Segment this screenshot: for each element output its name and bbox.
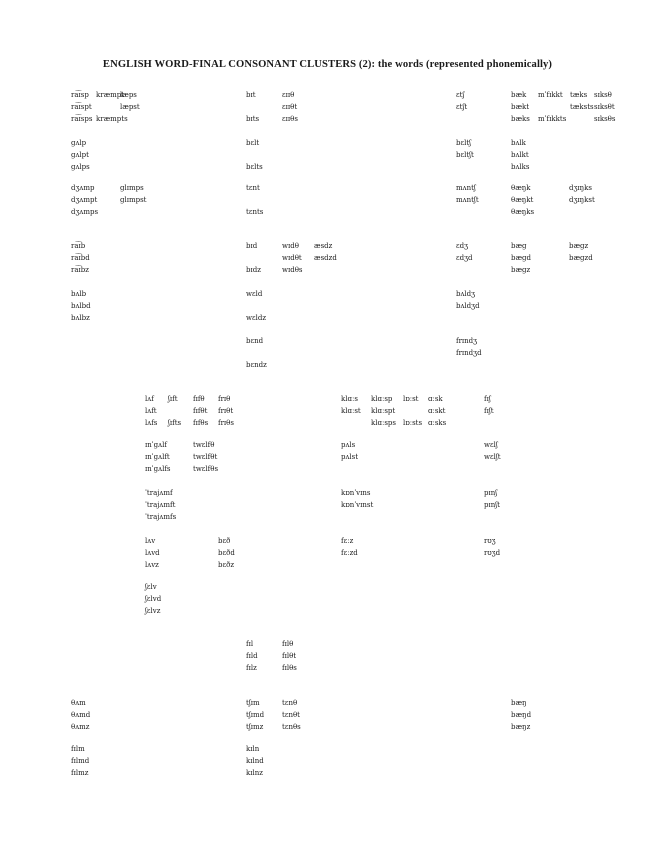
word-entry: rʊʒ <box>484 537 496 545</box>
word-entry: mʌntʃ <box>456 184 476 192</box>
word-entry: kɒnˈvɪnst <box>341 501 374 509</box>
word-entry: gʌlps <box>71 163 90 171</box>
word-entry: θæŋk <box>511 184 531 192</box>
word-entry: ɛɪɪθt <box>282 103 298 111</box>
word-entry: lʌft <box>145 407 157 415</box>
word-entry: frɪθs <box>218 419 234 427</box>
word-entry: θʌmd <box>71 711 91 719</box>
word-entry: klɑːsp <box>371 395 393 403</box>
word-entry: pʌlst <box>341 453 359 461</box>
word-entry: lʌfs <box>145 419 158 427</box>
word-entry: tæksts <box>570 103 594 111</box>
word-entry: dʒʌmps <box>71 208 99 216</box>
word-entry: tʃɪmd <box>246 711 265 719</box>
word-entry: fɪfθ <box>193 395 205 403</box>
word-entry: kræmpt <box>96 91 125 99</box>
word-entry: ɑːsks <box>428 419 447 427</box>
word-entry: glɪmpst <box>120 196 147 204</box>
word-entry: fɛːzd <box>341 549 358 557</box>
word-entry: klɑːsps <box>371 419 396 427</box>
word-entry: sɪksθt <box>594 103 615 111</box>
word-entry: fɪʃ <box>484 395 491 403</box>
word-entry: bæk <box>511 91 527 99</box>
word-entry: bʌlk <box>511 139 526 147</box>
page-title: ENGLISH WORD-FINAL CONSONANT CLUSTERS (2): the words (represented phonemically) <box>102 59 553 70</box>
word-entry: bʌlkt <box>511 151 529 159</box>
word-entry: ɪnˈgʌlfs <box>145 465 171 473</box>
word-entry: ʃɛlv <box>145 583 157 591</box>
word-entry: fɪfθt <box>193 407 208 415</box>
word-entry: θʌm <box>71 699 86 707</box>
word-entry: fɪfθs <box>193 419 209 427</box>
word-entry: wɪdθ <box>282 242 299 250</box>
word-entry: ˈtrajʌmfs <box>145 513 177 521</box>
word-entry: læpst <box>120 103 140 111</box>
word-entry: glɪmps <box>120 184 144 192</box>
word-entry: klɑːs <box>341 395 358 403</box>
word-entry: kɒnˈvɪns <box>341 489 371 497</box>
word-entry: fɪlz <box>246 664 257 672</box>
word-entry: ɛdʒ <box>456 242 469 250</box>
word-entry: ɛtʃ <box>456 91 465 99</box>
word-entry: kɪlnz <box>246 769 263 777</box>
word-entry: kɪlnd <box>246 757 264 765</box>
word-entry: tɛnts <box>246 208 264 216</box>
word-entry: dʒɪŋks <box>569 184 593 192</box>
word-entry: bæŋz <box>511 723 531 731</box>
word-entry: ɑːskt <box>428 407 446 415</box>
word-entry: bʌlb <box>71 290 87 298</box>
word-entry: dʒʌmp <box>71 184 95 192</box>
word-entry: fɪld <box>246 652 258 660</box>
word-entry: lʌvd <box>145 549 160 557</box>
word-entry: frɪndʒ <box>456 337 478 345</box>
word-entry: ˈtrajʌmft <box>145 501 176 509</box>
word-entry: bʌldʒd <box>456 302 480 310</box>
word-entry: ɛtʃt <box>456 103 468 111</box>
word-entry: fɪlθt <box>282 652 297 660</box>
word-entry: mˈfɪkkt <box>538 91 563 99</box>
word-entry: bægz <box>569 242 589 250</box>
word-entry: æsdzd <box>314 254 337 262</box>
word-entry: ʃɛlvd <box>145 595 162 603</box>
word-entry: wɪdθs <box>282 266 303 274</box>
word-entry: θæŋkt <box>511 196 534 204</box>
word-entry: fɪlmd <box>71 757 90 765</box>
word-entry: bɛðz <box>218 561 235 569</box>
word-entry: bʌlbd <box>71 302 91 310</box>
word-entry: frɪndʒd <box>456 349 482 357</box>
word-entry: æsdz <box>314 242 333 250</box>
word-entry: lɒːsts <box>403 419 423 427</box>
word-entry: ɑːsk <box>428 395 443 403</box>
word-entry: rʊʒd <box>484 549 501 557</box>
word-entry: ra͡ɪspt <box>71 103 92 111</box>
word-entry: bɛlts <box>246 163 263 171</box>
word-entry: ra͡ɪbz <box>71 266 89 274</box>
word-entry: dʒʌmpt <box>71 196 98 204</box>
word-entry: klɑːspt <box>371 407 396 415</box>
word-entry: gʌlpt <box>71 151 89 159</box>
word-entry: sɪksθ <box>594 91 612 99</box>
word-entry: bæŋd <box>511 711 532 719</box>
word-entry: lʌv <box>145 537 156 545</box>
word-entry: fɪlmz <box>71 769 89 777</box>
word-entry: twɛlfθs <box>193 465 219 473</box>
word-entry: bɛnd <box>246 337 264 345</box>
word-entry: ɛdʒd <box>456 254 473 262</box>
word-entry: kɪln <box>246 745 260 753</box>
word-entry: ʃɪfts <box>168 419 182 427</box>
word-entry: twɛlfθt <box>193 453 218 461</box>
word-entry: mˈfɪkkts <box>538 115 567 123</box>
word-entry: bʌlks <box>511 163 530 171</box>
word-entry: pɪnʃ <box>484 489 498 497</box>
word-entry: fɪlθ <box>282 640 294 648</box>
word-entry: tɛnθt <box>282 711 300 719</box>
word-entry: tæks <box>570 91 588 99</box>
word-entry: bægzd <box>569 254 593 262</box>
word-entry: ˈtrajʌmf <box>145 489 173 497</box>
word-entry: tɛnθs <box>282 723 301 731</box>
word-entry: frɪθ <box>218 395 231 403</box>
word-entry: fɪl <box>246 640 254 648</box>
word-entry: wɛlʃt <box>484 453 501 461</box>
word-entry: bɪd <box>246 242 258 250</box>
word-entry: lʌf <box>145 395 154 403</box>
word-entry: frɪθt <box>218 407 234 415</box>
word-entry: mʌntʃt <box>456 196 479 204</box>
word-entry: bɪdz <box>246 266 261 274</box>
word-entry: bæg <box>511 242 527 250</box>
word-entry: sɪksθs <box>594 115 616 123</box>
word-entry: bɛndz <box>246 361 267 369</box>
word-entry: bʌlbz <box>71 314 90 322</box>
word-entry: fɪlθs <box>282 664 297 672</box>
word-entry: dʒɪŋkst <box>569 196 595 204</box>
word-entry: bægz <box>511 266 531 274</box>
word-entry: θæŋks <box>511 208 535 216</box>
word-entry: tɛnθ <box>282 699 298 707</box>
word-entry: bɪt <box>246 91 256 99</box>
word-entry: ra͡ɪsps <box>71 115 93 123</box>
word-entry: bʌldʒ <box>456 290 476 298</box>
word-entry: ra͡ɪbd <box>71 254 90 262</box>
word-entry: kræmpts <box>96 115 128 123</box>
word-entry: bægd <box>511 254 532 262</box>
word-entry: bɛðd <box>218 549 235 557</box>
word-entry: klɑːst <box>341 407 361 415</box>
word-entry: ʃɪft <box>168 395 178 403</box>
word-entry: ɛɪɪθs <box>282 115 298 123</box>
word-entry: bɛð <box>218 537 231 545</box>
word-entry: bæks <box>511 115 530 123</box>
word-entry: lɒːst <box>403 395 419 403</box>
word-entry: lʌvz <box>145 561 159 569</box>
word-entry: tʃɪm <box>246 699 260 707</box>
word-entry: gʌlp <box>71 139 87 147</box>
word-entry: θʌmz <box>71 723 90 731</box>
word-entry: fɪlm <box>71 745 85 753</box>
word-entry: ra͡ɪsp <box>71 91 89 99</box>
word-entry: ɪnˈgʌlft <box>145 453 170 461</box>
word-entry: fɪʃt <box>484 407 494 415</box>
word-entry: wɛld <box>246 290 263 298</box>
word-entry: bɛltʃt <box>456 151 474 159</box>
word-entry: pʌls <box>341 441 356 449</box>
word-entry: ɛɪɪθ <box>282 91 295 99</box>
word-entry: tɛnt <box>246 184 260 192</box>
word-entry: ɪnˈgʌlf <box>145 441 167 449</box>
word-entry: bɛlt <box>246 139 260 147</box>
word-entry: ʃɛlvz <box>145 607 161 615</box>
word-entry: bækt <box>511 103 530 111</box>
word-entry: bɪts <box>246 115 260 123</box>
word-entry: tʃɪmz <box>246 723 264 731</box>
word-entry: bɛltʃ <box>456 139 472 147</box>
word-entry: pɪnʃt <box>484 501 500 509</box>
word-entry: wɛldz <box>246 314 267 322</box>
word-entry: ra͡ɪb <box>71 242 86 250</box>
word-entry: wɪdθt <box>282 254 302 262</box>
word-entry: twɛlfθ <box>193 441 215 449</box>
word-entry: fɛːz <box>341 537 354 545</box>
word-entry: bæŋ <box>511 699 527 707</box>
word-entry: wɛlʃ <box>484 441 498 449</box>
word-entry: læps <box>120 91 137 99</box>
